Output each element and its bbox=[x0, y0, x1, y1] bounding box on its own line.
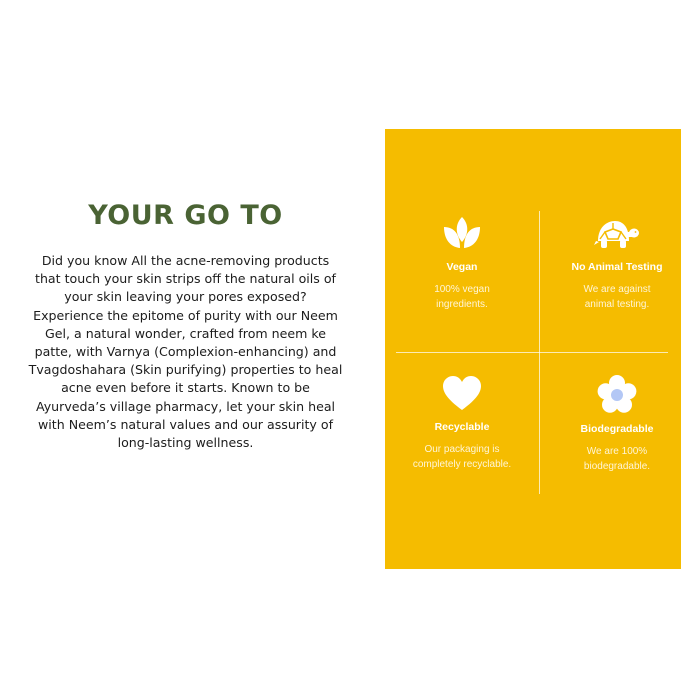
feature-desc-line: We are against bbox=[583, 284, 651, 295]
description-line: that touch your skin strips off the natural oils of bbox=[35, 271, 336, 287]
feature-title: Recyclable bbox=[434, 421, 490, 433]
feature-title: Vegan bbox=[446, 261, 478, 273]
feature-vegan bbox=[387, 215, 537, 312]
feature-biodegradable bbox=[542, 375, 690, 474]
description-line: acne even before it starts. Known to be bbox=[61, 380, 310, 396]
description-line: patte, with Varnya (Complexion-enhancing) and bbox=[34, 344, 337, 360]
description-line: Ayurveda’s village pharmacy, let your skin heal bbox=[35, 398, 336, 414]
feature-desc-line: ingredients. bbox=[436, 299, 488, 310]
horizontal-divider bbox=[396, 352, 668, 353]
feature-desc-line: completely recyclable. bbox=[412, 459, 512, 470]
feature-desc-line: biodegradable. bbox=[583, 461, 651, 472]
heart-icon bbox=[441, 375, 483, 413]
description-line: with Neem’s natural values and our assurity of bbox=[37, 416, 334, 432]
description-line: Tvagdoshahara (Skin purifying) properties to heal bbox=[28, 362, 343, 378]
feature-title: Biodegradable bbox=[580, 423, 654, 435]
feature-recyclable bbox=[387, 375, 537, 472]
feature-description bbox=[552, 282, 682, 312]
feature-no-animal-testing bbox=[542, 215, 690, 312]
feature-title: No Animal Testing bbox=[571, 261, 663, 273]
feature-description bbox=[397, 442, 527, 472]
feature-desc-line: animal testing. bbox=[584, 299, 650, 310]
description-line: Gel, a natural wonder, crafted from neem ke bbox=[44, 325, 327, 341]
feature-desc-line: Our packaging is bbox=[424, 444, 500, 455]
description-line: your skin leaving your pores exposed? bbox=[64, 289, 307, 305]
feature-desc-line: We are 100% bbox=[586, 446, 648, 457]
turtle-icon bbox=[594, 215, 640, 253]
description-line: long-lasting wellness. bbox=[117, 435, 254, 451]
feature-description bbox=[552, 444, 682, 474]
section-heading: YOUR GO TO bbox=[88, 200, 283, 231]
leaf-icon bbox=[441, 215, 483, 253]
description-paragraph bbox=[8, 252, 363, 452]
flower-icon bbox=[597, 375, 637, 415]
intro-section bbox=[8, 196, 363, 452]
feature-description bbox=[397, 282, 527, 312]
description-line: Experience the epitome of purity with our Neem bbox=[33, 307, 338, 323]
features-panel bbox=[385, 129, 681, 569]
description-line: Did you know All the acne-removing products bbox=[41, 253, 330, 268]
feature-desc-line: 100% vegan bbox=[434, 284, 490, 295]
